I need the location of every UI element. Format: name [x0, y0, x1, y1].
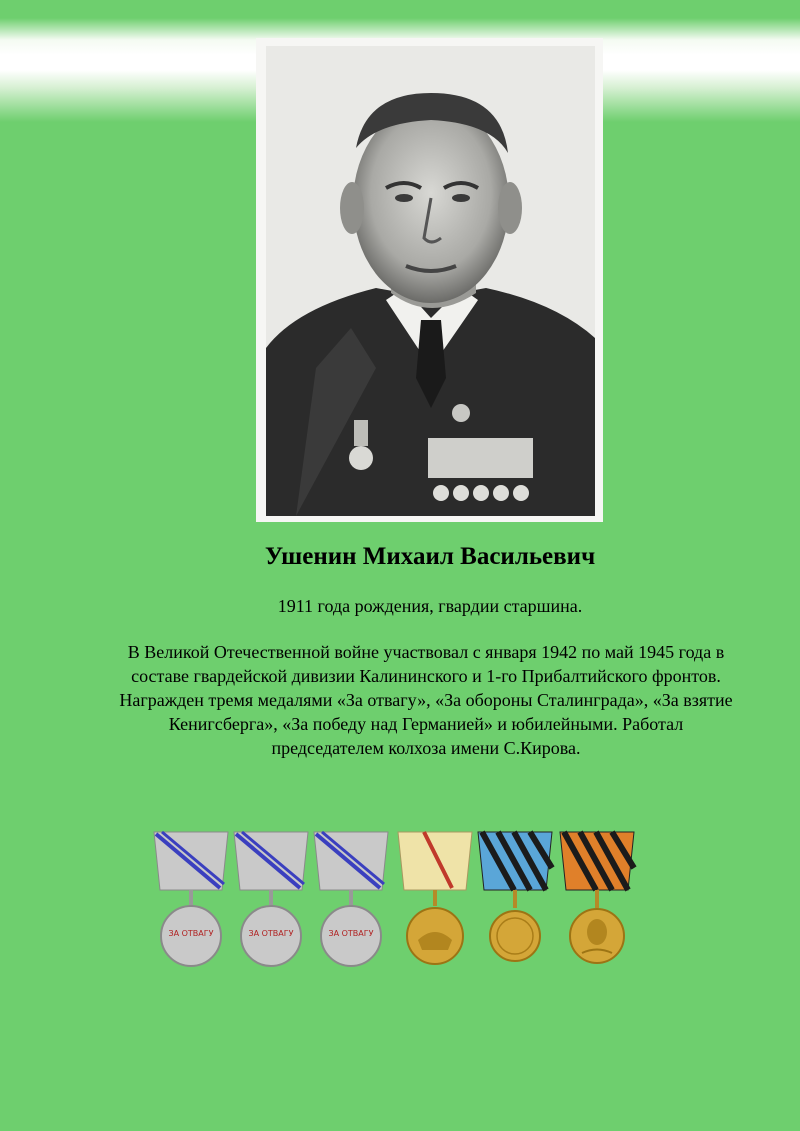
medal-inscription: ЗА ОТВАГУ — [168, 929, 214, 938]
medal-capture-of-koenigsberg-icon — [474, 828, 556, 973]
medal-inscription: ЗА ОТВАГУ — [328, 929, 374, 938]
medal-for-courage-icon — [230, 828, 312, 973]
birth-and-rank: 1911 года рождения, гвардии старшина. — [277, 596, 583, 616]
medal-for-courage-icon — [310, 828, 392, 973]
person-name: Ушенин Михаил Васильевич — [264, 543, 596, 570]
medal-victory-over-germany-icon — [556, 828, 638, 973]
portrait-drawing — [256, 38, 603, 522]
biography-text: В Великой Отечественной войне участвовал с января 1942 по май 1945 года в составе гвардейской дивизии Калининского и 1-го Прибалтийского фронтов. Награжден тремя медалями «За отвагу», «За обороны Сталинграда», «За взятие Кенигсберга», «За победу над Германией» и юбилейными. Работал председателем колхоза имени С.Кирова. — [119, 642, 733, 758]
medals-row — [150, 828, 640, 978]
portrait-photo — [256, 38, 603, 522]
medal-defense-of-stalingrad-icon — [394, 828, 476, 973]
medal-inscription: ЗА ОТВАГУ — [248, 929, 294, 938]
medal-for-courage-icon — [150, 828, 232, 973]
